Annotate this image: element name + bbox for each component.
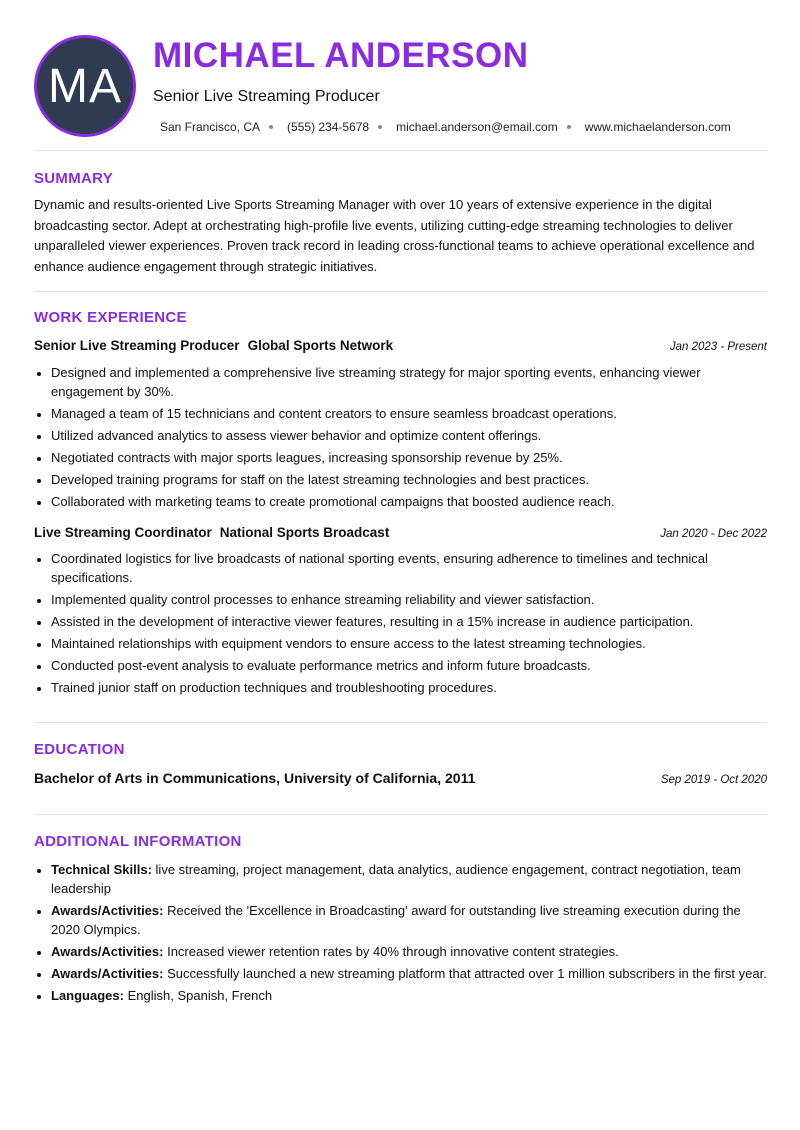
list-item: • Trained junior staff on production techniques and troubleshooting procedures.: [51, 678, 771, 697]
separator-dot: [567, 125, 571, 129]
additional-heading: ADDITIONAL INFORMATION: [34, 833, 242, 850]
avatar-initials: MA: [48, 59, 122, 113]
contact-phone: (555) 234-5678: [287, 120, 396, 134]
summary-text: Dynamic and results-oriented Live Sports Streaming Manager with over 10 years of extensive experience in the digital broadcasting sector. Adept at orchestrating high-profile live events, utilizing cutting-edge streaming technologies to deliver unparalleled viewer experiences. Proven track record in leading cross-functional teams to achieve operational excellence and enhance audience engagement through strategic initiatives.: [34, 197, 755, 274]
contact-email[interactable]: michael.anderson@email.com: [396, 120, 585, 134]
list-item: • Collaborated with marketing teams to create promotional campaigns that boosted audience reach.: [51, 492, 771, 511]
candidate-name: MICHAEL ANDERSON: [153, 36, 529, 75]
contact-website[interactable]: www.michaelanderson.com: [584, 120, 731, 134]
list-item: • Negotiated contracts with major sports leagues, increasing sponsorship revenue by 25%.: [51, 448, 771, 467]
job-bullets: [34, 363, 771, 514]
job-company: National Sports Broadcast: [219, 525, 390, 540]
job-role: Live Streaming Coordinator: [34, 525, 212, 540]
list-item: • Maintained relationships with equipment vendors to ensure access to the latest streaming technologies.: [51, 634, 771, 653]
list-item: • Technical Skills: live streaming, project management, data analytics, audience engagement, contract negotiation, team leadership: [51, 860, 771, 898]
divider: [34, 291, 767, 292]
divider: [34, 814, 767, 815]
job-company: Global Sports Network: [247, 338, 394, 353]
job-bullets: [34, 549, 771, 700]
education-heading: EDUCATION: [34, 741, 125, 758]
list-item: • Developed training programs for staff on the latest streaming technologies and best practices.: [51, 470, 771, 489]
job-header: [34, 338, 767, 353]
list-item: • Awards/Activities: Increased viewer retention rates by 40% through innovative content strategies.: [51, 942, 771, 961]
job-dates: Jan 2023 - Present: [669, 341, 767, 353]
education-dates: Sep 2019 - Oct 2020: [660, 774, 767, 786]
divider: [34, 722, 767, 723]
list-item: • Designed and implemented a comprehensive live streaming strategy for major sporting events, enhancing viewer engagement by 30%.: [51, 363, 771, 401]
list-item: • Conducted post-event analysis to evaluate performance metrics and inform future broadcasts.: [51, 656, 771, 675]
candidate-title: Senior Live Streaming Producer: [153, 88, 380, 105]
job-header: [34, 525, 767, 540]
job-role: Senior Live Streaming Producer: [34, 338, 240, 353]
list-item: • Languages: English, Spanish, French: [51, 986, 771, 1005]
avatar: [34, 35, 136, 137]
education-entry: [34, 770, 767, 786]
job-dates: Jan 2020 - Dec 2022: [660, 528, 767, 540]
list-item: • Utilized advanced analytics to assess viewer behavior and optimize content offerings.: [51, 426, 771, 445]
experience-heading: WORK EXPERIENCE: [34, 309, 187, 326]
list-item: • Managed a team of 15 technicians and content creators to ensure seamless broadcast operations.: [51, 404, 771, 423]
separator-dot: [269, 125, 273, 129]
education-degree: Bachelor of Arts in Communications, University of California, 2011: [34, 770, 476, 786]
list-item: • Implemented quality control processes to enhance streaming reliability and viewer satisfaction.: [51, 590, 771, 609]
list-item: • Awards/Activities: Received the 'Excellence in Broadcasting' award for outstanding live streaming execution during the 2020 Olympics.: [51, 901, 771, 939]
separator-dot: [378, 125, 382, 129]
contact-location: San Francisco, CA: [160, 120, 287, 134]
list-item: • Awards/Activities: Successfully launched a new streaming platform that attracted over 1 million subscribers in the first year.: [51, 964, 771, 983]
summary-heading: SUMMARY: [34, 170, 114, 187]
job-title-line: [34, 338, 393, 353]
additional-list: [34, 860, 771, 1008]
contact-bar: [160, 120, 731, 134]
job-title-line: [34, 525, 389, 540]
divider: [34, 150, 767, 151]
list-item: • Coordinated logistics for live broadcasts of national sporting events, ensuring adherence to timelines and technical specifications.: [51, 549, 771, 587]
list-item: • Assisted in the development of interactive viewer features, resulting in a 15% increase in audience participation.: [51, 612, 771, 631]
